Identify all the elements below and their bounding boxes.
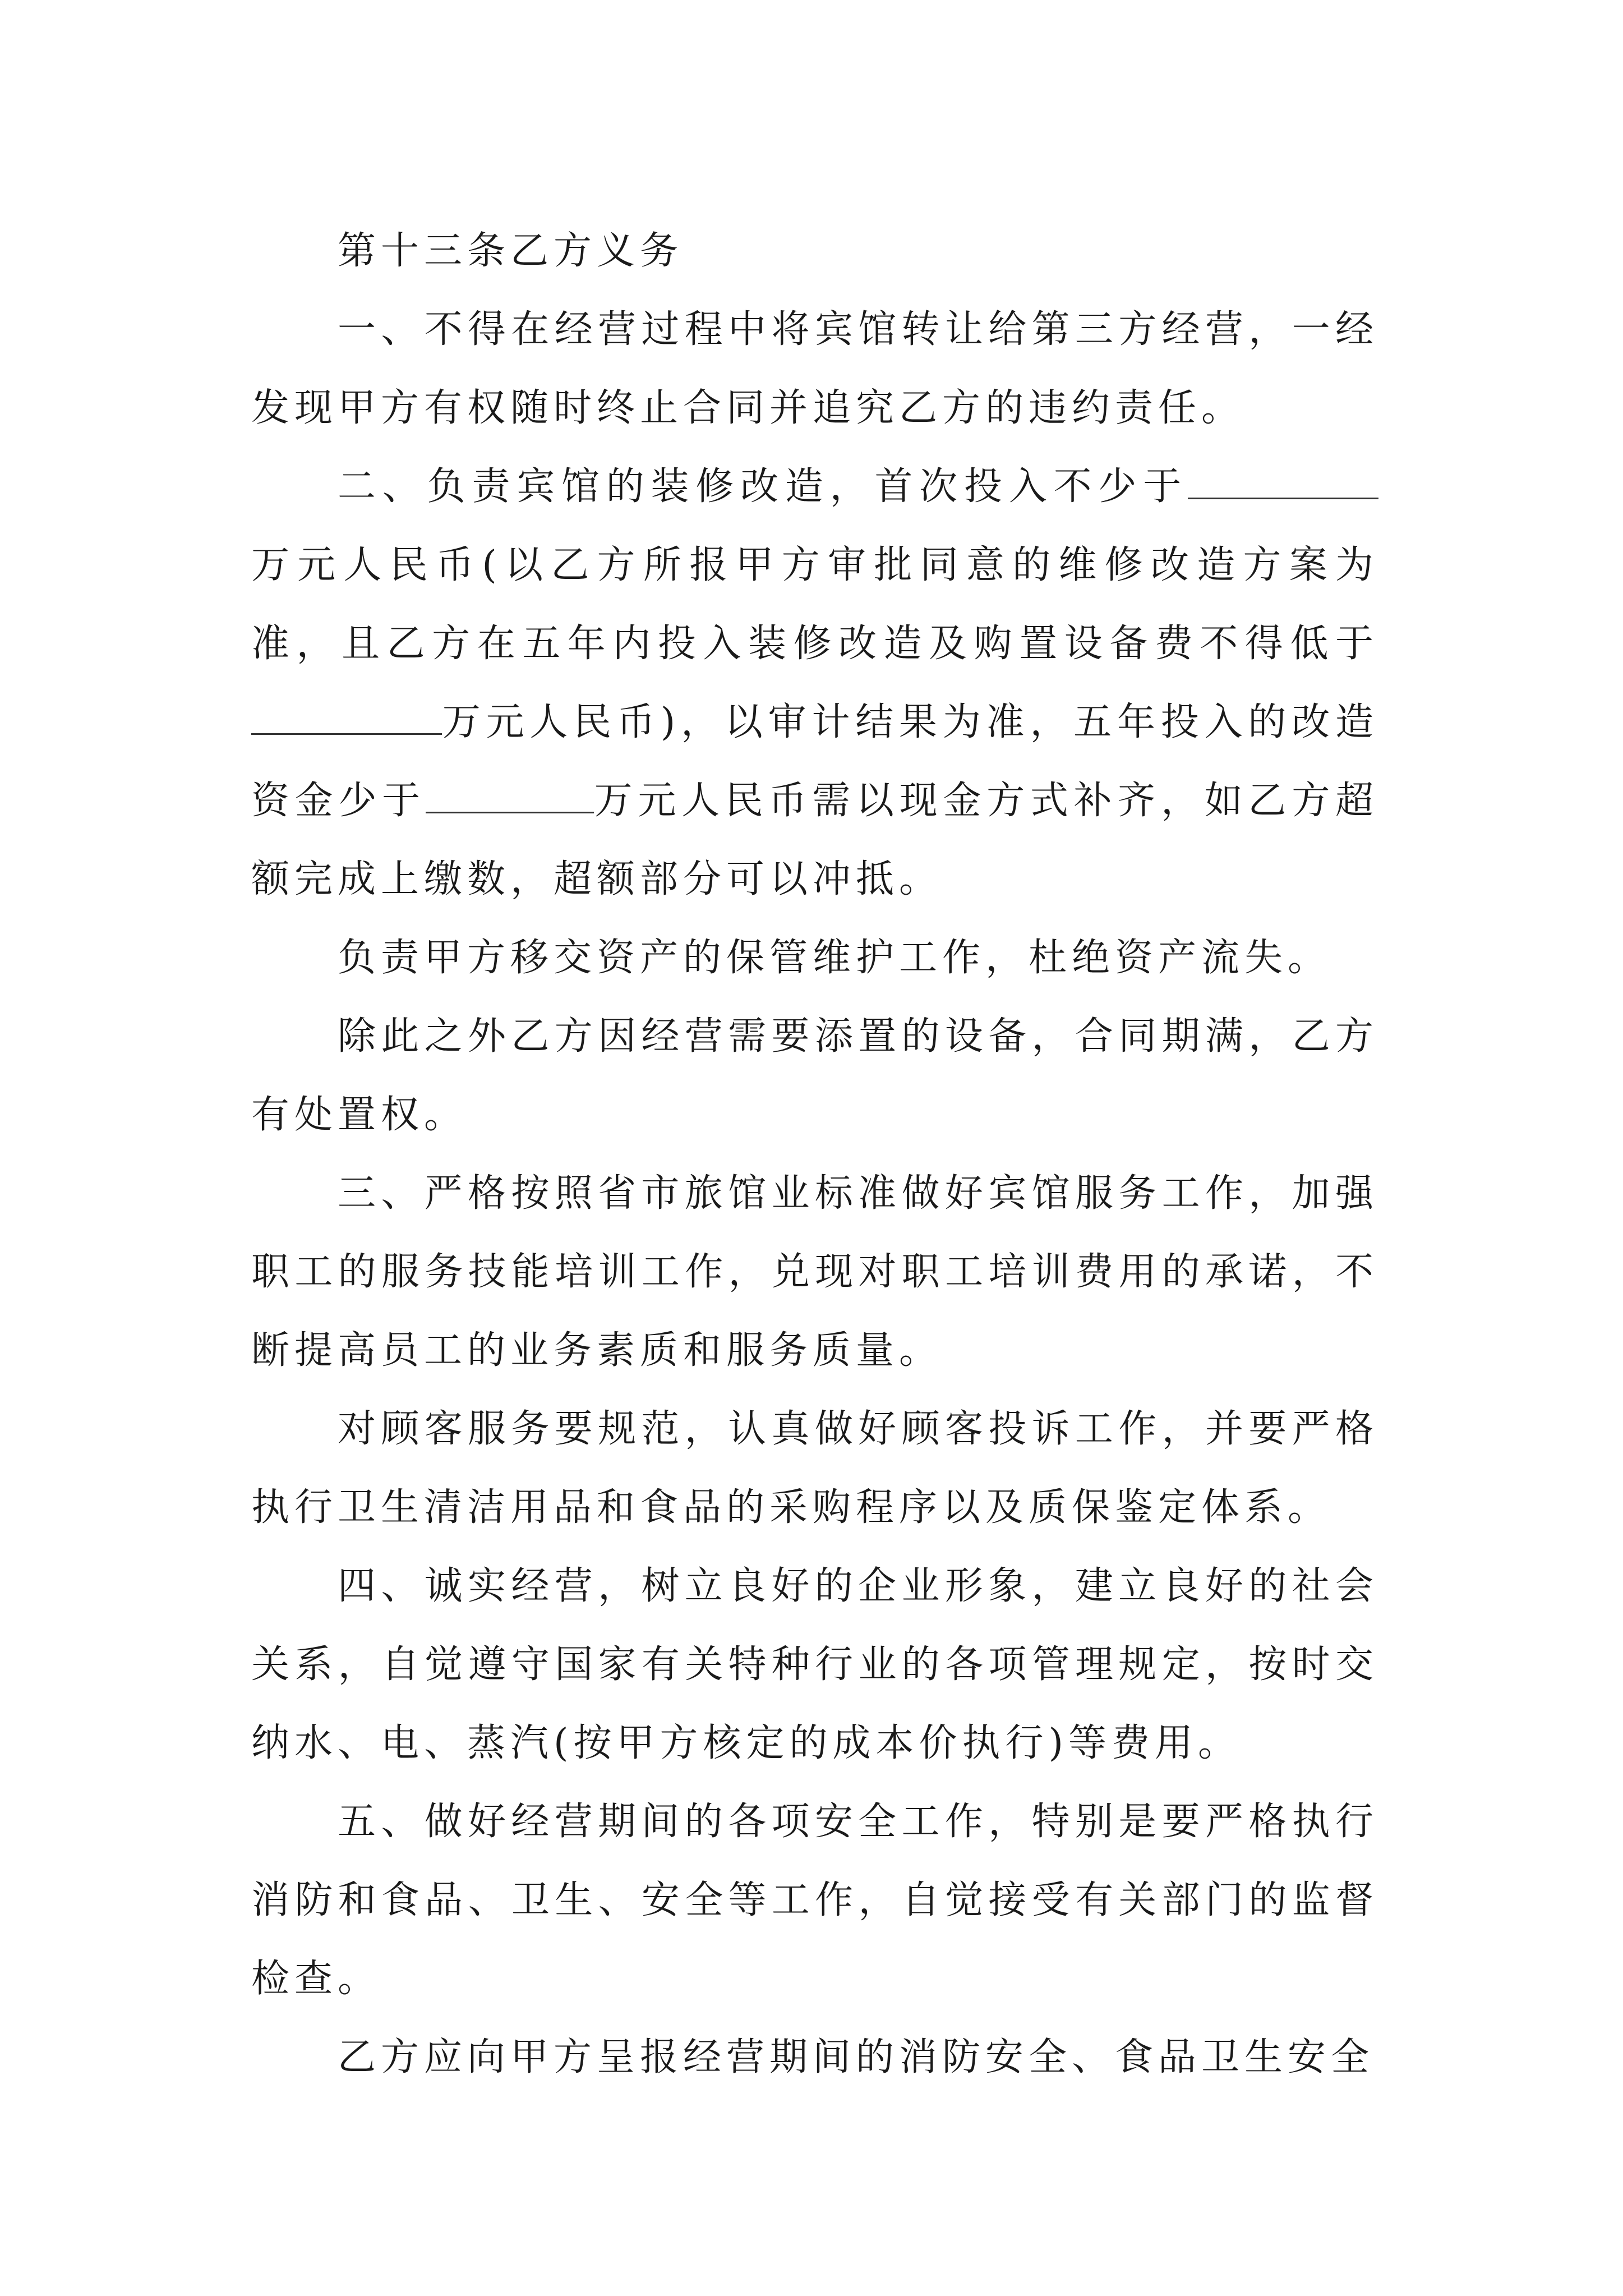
paragraph-4: 除此之外乙方因经营需要添置的设备，合同期满，乙方有处置权。 <box>251 1014 1378 1137</box>
paragraph-9: 乙方应向甲方呈报经营期间的消防安全、食品卫生安全 <box>338 2035 1375 2079</box>
fill-in-blank-3 <box>426 778 594 813</box>
paragraph-5: 三、严格按照省市旅馆业标准做好宾馆服务工作，加强职工的服务技能培训工作，兑现对职工培训费用的承诺，不断提高员工的业务素质和服务质量。 <box>251 1171 1378 1373</box>
fill-in-blank-2 <box>251 700 442 735</box>
paragraph-2-part-4: 万元人民币需以现金方式补齐，如乙方超额完成上缴数，超额部分可以冲抵。 <box>251 779 1378 901</box>
paragraph-8: 五、做好经营期间的各项安全工作，特别是要严格执行消防和食品、卫生、安全等工作，自觉接受有关部门的监督检查。 <box>251 1800 1378 2001</box>
paragraph-2-part-2: 万元人民币(以乙方所报甲方审批同意的维修改造方案为准，且乙方在五年内投入装修改造及购置设备费不得低于 <box>251 543 1378 666</box>
fill-in-blank-1 <box>1188 464 1378 499</box>
paragraph-7: 四、诚实经营，树立良好的企业形象，建立良好的社会关系，自觉遵守国家有关特种行业的各项管理规定，按时交纳水、电、蒸汽(按甲方核定的成本价执行)等费用。 <box>251 1564 1378 1765</box>
paragraph-2 <box>251 448 1378 919</box>
paragraph-3: 负责甲方移交资产的保管维护工作，杜绝资产流失。 <box>338 936 1331 980</box>
paragraph-6: 对顾客服务要规范，认真做好顾客投诉工作，并要严格执行卫生清洁用品和食品的采购程序以及质保鉴定体系。 <box>251 1407 1378 1530</box>
paragraph-2-part-3: 万元人民币)，以审计结果为准，五年投入的改造资金少于 <box>251 700 1378 823</box>
article-heading: 第十三条乙方义务 <box>338 229 684 273</box>
document-body <box>251 212 1378 2097</box>
paragraph-2-part-1: 二、负责宾馆的装修改造，首次投入不少于 <box>338 464 1188 509</box>
paragraph-1: 一、不得在经营过程中将宾馆转让给第三方经营，一经发现甲方有权随时终止合同并追究乙方的违约责任。 <box>251 307 1378 430</box>
